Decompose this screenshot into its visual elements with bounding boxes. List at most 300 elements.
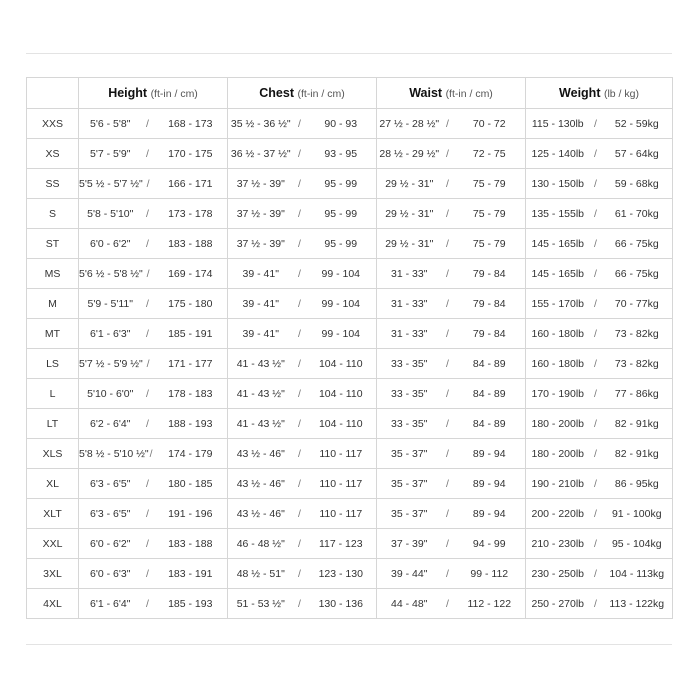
chest-metric-value: 90 - 93	[306, 109, 377, 139]
height-metric-value: 168 - 173	[154, 109, 228, 139]
waist-imperial-value: 35 - 37"	[391, 477, 428, 490]
height-imperial-value: 5'6 - 5'8"	[90, 117, 131, 130]
weight-metric-value: 70 - 77kg	[602, 289, 673, 319]
weight-imperial-value: 180 - 200lb	[531, 417, 585, 430]
value-separator: /	[298, 177, 301, 190]
value-separator: /	[594, 477, 597, 490]
waist-imperial-cell	[377, 199, 454, 229]
chest-imperial-cell	[228, 409, 306, 439]
size-label: MS	[27, 259, 79, 289]
value-separator: /	[446, 387, 449, 400]
waist-metric-value: 79 - 84	[454, 259, 526, 289]
size-label: XLS	[27, 439, 79, 469]
size-label: XXL	[27, 529, 79, 559]
weight-imperial-cell	[526, 199, 602, 229]
value-separator: /	[298, 387, 301, 400]
waist-metric-value: 75 - 79	[454, 229, 526, 259]
height-imperial-cell	[79, 259, 154, 289]
chest-imperial-cell	[228, 199, 306, 229]
waist-imperial-cell	[377, 559, 454, 589]
height-imperial-value: 5'8 - 5'10"	[87, 207, 134, 220]
chest-metric-value: 104 - 110	[306, 349, 377, 379]
value-separator: /	[594, 597, 597, 610]
waist-imperial-cell	[377, 529, 454, 559]
height-imperial-cell	[79, 199, 154, 229]
value-separator: /	[594, 267, 597, 280]
chest-imperial-cell	[228, 229, 306, 259]
chest-metric-value: 110 - 117	[306, 469, 377, 499]
value-separator: /	[594, 177, 597, 190]
chest-imperial-cell	[228, 289, 306, 319]
waist-imperial-value: 33 - 35"	[391, 357, 428, 370]
height-metric-value: 183 - 191	[154, 559, 228, 589]
height-imperial-cell	[79, 289, 154, 319]
weight-imperial-cell	[526, 319, 602, 349]
table-row	[27, 199, 673, 229]
height-imperial-cell	[79, 349, 154, 379]
value-separator: /	[446, 207, 449, 220]
value-separator: /	[446, 147, 449, 160]
waist-imperial-value: 33 - 35"	[391, 417, 428, 430]
waist-metric-value: 112 - 122	[454, 589, 526, 619]
value-separator: /	[446, 567, 449, 580]
value-separator: /	[146, 537, 149, 550]
size-label: MT	[27, 319, 79, 349]
weight-metric-value: 66 - 75kg	[602, 259, 673, 289]
weight-imperial-cell	[526, 379, 602, 409]
chest-imperial-value: 41 - 43 ½"	[236, 387, 285, 400]
value-separator: /	[146, 147, 149, 160]
size-label: L	[27, 379, 79, 409]
weight-imperial-value: 135 - 155lb	[531, 207, 585, 220]
value-separator: /	[446, 327, 449, 340]
height-metric-value: 185 - 193	[154, 589, 228, 619]
chest-imperial-value: 41 - 43 ½"	[236, 357, 285, 370]
waist-imperial-value: 44 - 48"	[391, 597, 428, 610]
header-row	[27, 78, 673, 109]
chest-imperial-value: 35 ½ - 36 ½"	[230, 117, 291, 130]
height-imperial-cell	[79, 229, 154, 259]
height-imperial-value: 6'3 - 6'5"	[90, 507, 131, 520]
value-separator: /	[594, 417, 597, 430]
chest-metric-value: 110 - 117	[306, 439, 377, 469]
value-separator: /	[446, 267, 449, 280]
value-separator: /	[146, 207, 149, 220]
value-separator: /	[298, 597, 301, 610]
size-column-header	[27, 78, 79, 109]
value-separator: /	[446, 597, 449, 610]
value-separator: /	[446, 537, 449, 550]
weight-metric-value: 113 - 122kg	[602, 589, 673, 619]
waist-imperial-value: 27 ½ - 28 ½"	[379, 117, 440, 130]
value-separator: /	[146, 597, 149, 610]
weight-imperial-value: 170 - 190lb	[531, 387, 585, 400]
chest-metric-value: 95 - 99	[306, 169, 377, 199]
height-metric-value: 191 - 196	[154, 499, 228, 529]
weight-imperial-cell	[526, 349, 602, 379]
chest-imperial-value: 36 ½ - 37 ½"	[230, 147, 291, 160]
chest-imperial-cell	[228, 379, 306, 409]
height-imperial-value: 6'3 - 6'5"	[90, 477, 131, 490]
waist-imperial-value: 29 ½ - 31"	[385, 207, 434, 220]
waist-imperial-value: 29 ½ - 31"	[385, 177, 434, 190]
height-imperial-cell	[79, 469, 154, 499]
weight-imperial-cell	[526, 439, 602, 469]
height-metric-value: 178 - 183	[154, 379, 228, 409]
chest-imperial-cell	[228, 589, 306, 619]
value-separator: /	[594, 567, 597, 580]
chest-imperial-value: 46 - 48 ½"	[236, 537, 285, 550]
value-separator: /	[298, 297, 301, 310]
weight-metric-value: 82 - 91kg	[602, 439, 673, 469]
size-label: 4XL	[27, 589, 79, 619]
waist-metric-value: 84 - 89	[454, 409, 526, 439]
chest-metric-value: 104 - 110	[306, 379, 377, 409]
weight-imperial-cell	[526, 409, 602, 439]
chest-imperial-cell	[228, 499, 306, 529]
waist-imperial-cell	[377, 409, 454, 439]
weight-column-header	[526, 78, 673, 109]
chest-metric-value: 110 - 117	[306, 499, 377, 529]
height-imperial-value: 5'7 - 5'9"	[90, 147, 131, 160]
weight-metric-value: 59 - 68kg	[602, 169, 673, 199]
height-imperial-value: 5'8 ½ - 5'10 ½"	[79, 447, 149, 460]
chest-imperial-cell	[228, 529, 306, 559]
waist-header-title: Waist	[409, 86, 443, 100]
value-separator: /	[446, 357, 449, 370]
value-separator: /	[594, 507, 597, 520]
waist-imperial-value: 29 ½ - 31"	[385, 237, 434, 250]
height-metric-value: 174 - 179	[154, 439, 228, 469]
height-metric-value: 188 - 193	[154, 409, 228, 439]
table-row	[27, 229, 673, 259]
value-separator: /	[594, 207, 597, 220]
value-separator: /	[298, 507, 301, 520]
value-separator: /	[146, 507, 149, 520]
waist-imperial-cell	[377, 439, 454, 469]
value-separator: /	[146, 327, 149, 340]
value-separator: /	[446, 117, 449, 130]
height-imperial-value: 6'1 - 6'3"	[90, 327, 131, 340]
waist-imperial-cell	[377, 469, 454, 499]
chest-imperial-cell	[228, 139, 306, 169]
value-separator: /	[594, 537, 597, 550]
value-separator: /	[594, 357, 597, 370]
chest-imperial-cell	[228, 259, 306, 289]
waist-metric-value: 89 - 94	[454, 469, 526, 499]
height-metric-value: 166 - 171	[154, 169, 228, 199]
value-separator: /	[146, 387, 149, 400]
value-separator: /	[298, 567, 301, 580]
table-row	[27, 529, 673, 559]
value-separator: /	[594, 147, 597, 160]
weight-imperial-value: 210 - 230lb	[531, 537, 585, 550]
weight-imperial-cell	[526, 499, 602, 529]
value-separator: /	[446, 477, 449, 490]
chest-metric-value: 117 - 123	[306, 529, 377, 559]
chest-imperial-cell	[228, 349, 306, 379]
value-separator: /	[298, 537, 301, 550]
chest-imperial-value: 39 - 41"	[242, 267, 279, 280]
waist-metric-value: 75 - 79	[454, 169, 526, 199]
table-row	[27, 109, 673, 139]
value-separator: /	[298, 477, 301, 490]
waist-imperial-value: 28 ½ - 29 ½"	[379, 147, 440, 160]
table-row	[27, 289, 673, 319]
height-imperial-cell	[79, 409, 154, 439]
value-separator: /	[298, 447, 301, 460]
value-separator: /	[594, 297, 597, 310]
weight-imperial-cell	[526, 169, 602, 199]
size-chart-table	[26, 77, 673, 619]
waist-imperial-cell	[377, 289, 454, 319]
waist-imperial-value: 37 - 39"	[391, 537, 428, 550]
table-row	[27, 349, 673, 379]
height-imperial-cell	[79, 589, 154, 619]
weight-imperial-cell	[526, 589, 602, 619]
chest-metric-value: 99 - 104	[306, 259, 377, 289]
waist-imperial-value: 35 - 37"	[391, 447, 428, 460]
value-separator: /	[298, 267, 301, 280]
waist-imperial-cell	[377, 109, 454, 139]
size-label: 3XL	[27, 559, 79, 589]
waist-metric-value: 79 - 84	[454, 319, 526, 349]
table-row	[27, 319, 673, 349]
value-separator: /	[446, 447, 449, 460]
table-row	[27, 379, 673, 409]
height-metric-value: 185 - 191	[154, 319, 228, 349]
weight-imperial-value: 145 - 165lb	[531, 237, 585, 250]
size-label: LT	[27, 409, 79, 439]
value-separator: /	[594, 327, 597, 340]
size-label: ST	[27, 229, 79, 259]
height-imperial-value: 6'0 - 6'2"	[90, 537, 131, 550]
height-metric-value: 175 - 180	[154, 289, 228, 319]
chest-imperial-value: 43 ½ - 46"	[236, 507, 285, 520]
waist-metric-value: 89 - 94	[454, 439, 526, 469]
waist-imperial-value: 33 - 35"	[391, 387, 428, 400]
chest-imperial-cell	[228, 109, 306, 139]
weight-metric-value: 95 - 104kg	[602, 529, 673, 559]
table-row	[27, 259, 673, 289]
chest-imperial-cell	[228, 169, 306, 199]
height-imperial-cell	[79, 499, 154, 529]
value-separator: /	[298, 207, 301, 220]
chest-imperial-cell	[228, 319, 306, 349]
waist-metric-value: 99 - 112	[454, 559, 526, 589]
waist-imperial-value: 35 - 37"	[391, 507, 428, 520]
waist-metric-value: 89 - 94	[454, 499, 526, 529]
value-separator: /	[298, 117, 301, 130]
size-table-body	[27, 109, 673, 619]
chest-metric-value: 93 - 95	[306, 139, 377, 169]
weight-imperial-cell	[526, 109, 602, 139]
waist-imperial-value: 31 - 33"	[391, 267, 428, 280]
value-separator: /	[594, 237, 597, 250]
value-separator: /	[446, 177, 449, 190]
waist-metric-value: 84 - 89	[454, 379, 526, 409]
value-separator: /	[298, 417, 301, 430]
chest-imperial-value: 37 ½ - 39"	[236, 207, 285, 220]
waist-column-header	[377, 78, 526, 109]
value-separator: /	[146, 297, 149, 310]
value-separator: /	[146, 117, 149, 130]
waist-imperial-value: 31 - 33"	[391, 327, 428, 340]
value-separator: /	[446, 237, 449, 250]
value-separator: /	[298, 237, 301, 250]
weight-header-title: Weight	[559, 86, 601, 100]
value-separator: /	[146, 267, 150, 280]
chest-column-header	[228, 78, 377, 109]
size-label: M	[27, 289, 79, 319]
chest-imperial-value: 37 ½ - 39"	[236, 237, 285, 250]
weight-imperial-value: 125 - 140lb	[531, 147, 585, 160]
waist-header-unit: (ft-in / cm)	[445, 88, 493, 100]
height-imperial-value: 5'5 ½ - 5'7 ½"	[79, 177, 143, 190]
weight-imperial-value: 115 - 130lb	[531, 117, 584, 130]
waist-imperial-cell	[377, 169, 454, 199]
waist-metric-value: 94 - 99	[454, 529, 526, 559]
weight-metric-value: 77 - 86kg	[602, 379, 673, 409]
weight-imperial-cell	[526, 469, 602, 499]
chest-imperial-value: 48 ½ - 51"	[236, 567, 285, 580]
waist-imperial-value: 31 - 33"	[391, 297, 428, 310]
weight-imperial-value: 180 - 200lb	[531, 447, 585, 460]
weight-imperial-cell	[526, 529, 602, 559]
weight-imperial-value: 160 - 180lb	[531, 327, 585, 340]
weight-metric-value: 52 - 59kg	[602, 109, 673, 139]
waist-metric-value: 72 - 75	[454, 139, 526, 169]
weight-metric-value: 61 - 70kg	[602, 199, 673, 229]
weight-metric-value: 91 - 100kg	[602, 499, 673, 529]
weight-imperial-value: 230 - 250lb	[531, 567, 585, 580]
weight-imperial-value: 130 - 150lb	[531, 177, 585, 190]
waist-imperial-cell	[377, 139, 454, 169]
height-header-title: Height	[108, 86, 148, 100]
table-row	[27, 559, 673, 589]
height-imperial-value: 6'0 - 6'2"	[90, 237, 131, 250]
chest-metric-value: 95 - 99	[306, 199, 377, 229]
height-imperial-value: 6'1 - 6'4"	[90, 597, 131, 610]
height-imperial-cell	[79, 319, 154, 349]
value-separator: /	[298, 357, 301, 370]
waist-metric-value: 75 - 79	[454, 199, 526, 229]
value-separator: /	[146, 417, 149, 430]
size-label: LS	[27, 349, 79, 379]
chest-metric-value: 130 - 136	[306, 589, 377, 619]
size-label: XS	[27, 139, 79, 169]
height-metric-value: 169 - 174	[154, 259, 228, 289]
chest-imperial-value: 51 - 53 ½"	[236, 597, 285, 610]
height-imperial-value: 5'7 ½ - 5'9 ½"	[79, 357, 143, 370]
table-row	[27, 589, 673, 619]
height-metric-value: 171 - 177	[154, 349, 228, 379]
weight-imperial-cell	[526, 139, 602, 169]
chest-metric-value: 123 - 130	[306, 559, 377, 589]
height-imperial-value: 5'9 - 5'11"	[87, 297, 133, 310]
waist-imperial-cell	[377, 589, 454, 619]
chest-header-unit: (ft-in / cm)	[297, 88, 345, 100]
weight-imperial-cell	[526, 229, 602, 259]
size-label: XXS	[27, 109, 79, 139]
weight-metric-value: 57 - 64kg	[602, 139, 673, 169]
height-header-unit: (ft-in / cm)	[150, 88, 198, 100]
chest-imperial-value: 39 - 41"	[242, 297, 279, 310]
weight-metric-value: 86 - 95kg	[602, 469, 673, 499]
value-separator: /	[146, 177, 150, 190]
value-separator: /	[594, 447, 597, 460]
height-column-header	[79, 78, 228, 109]
chest-imperial-cell	[228, 439, 306, 469]
height-imperial-value: 5'6 ½ - 5'8 ½"	[79, 267, 143, 280]
chest-imperial-value: 43 ½ - 46"	[236, 447, 285, 460]
weight-imperial-value: 200 - 220lb	[531, 507, 585, 520]
height-imperial-cell	[79, 529, 154, 559]
chest-metric-value: 99 - 104	[306, 289, 377, 319]
size-label: S	[27, 199, 79, 229]
weight-metric-value: 73 - 82kg	[602, 319, 673, 349]
height-imperial-value: 6'0 - 6'3"	[90, 567, 131, 580]
weight-header-unit: (lb / kg)	[603, 88, 639, 100]
value-separator: /	[146, 357, 150, 370]
height-imperial-value: 6'2 - 6'4"	[90, 417, 131, 430]
waist-imperial-cell	[377, 229, 454, 259]
waist-metric-value: 70 - 72	[454, 109, 526, 139]
chest-imperial-cell	[228, 559, 306, 589]
value-separator: /	[146, 477, 149, 490]
table-row	[27, 139, 673, 169]
chest-metric-value: 95 - 99	[306, 229, 377, 259]
chest-imperial-value: 39 - 41"	[242, 327, 279, 340]
height-metric-value: 173 - 178	[154, 199, 228, 229]
table-row	[27, 499, 673, 529]
waist-imperial-value: 39 - 44"	[391, 567, 428, 580]
height-metric-value: 183 - 188	[154, 229, 228, 259]
waist-imperial-cell	[377, 259, 454, 289]
chest-imperial-cell	[228, 469, 306, 499]
weight-imperial-value: 155 - 170lb	[531, 297, 585, 310]
weight-imperial-cell	[526, 259, 602, 289]
value-separator: /	[298, 147, 301, 160]
waist-imperial-cell	[377, 499, 454, 529]
waist-metric-value: 79 - 84	[454, 289, 526, 319]
weight-metric-value: 82 - 91kg	[602, 409, 673, 439]
value-separator: /	[146, 567, 149, 580]
value-separator: /	[149, 447, 153, 460]
value-separator: /	[594, 387, 597, 400]
height-imperial-value: 5'10 - 6'0"	[87, 387, 134, 400]
waist-imperial-cell	[377, 379, 454, 409]
table-row	[27, 169, 673, 199]
value-separator: /	[446, 507, 449, 520]
weight-imperial-value: 190 - 210lb	[531, 477, 585, 490]
chest-imperial-value: 43 ½ - 46"	[236, 477, 285, 490]
weight-imperial-value: 160 - 180lb	[531, 357, 585, 370]
weight-metric-value: 73 - 82kg	[602, 349, 673, 379]
weight-metric-value: 66 - 75kg	[602, 229, 673, 259]
chest-header-title: Chest	[259, 86, 294, 100]
size-label: XLT	[27, 499, 79, 529]
height-metric-value: 170 - 175	[154, 139, 228, 169]
height-metric-value: 180 - 185	[154, 469, 228, 499]
value-separator: /	[146, 237, 149, 250]
table-row	[27, 439, 673, 469]
waist-metric-value: 84 - 89	[454, 349, 526, 379]
chest-imperial-value: 41 - 43 ½"	[236, 417, 285, 430]
weight-imperial-cell	[526, 289, 602, 319]
chest-imperial-value: 37 ½ - 39"	[236, 177, 285, 190]
table-row	[27, 469, 673, 499]
